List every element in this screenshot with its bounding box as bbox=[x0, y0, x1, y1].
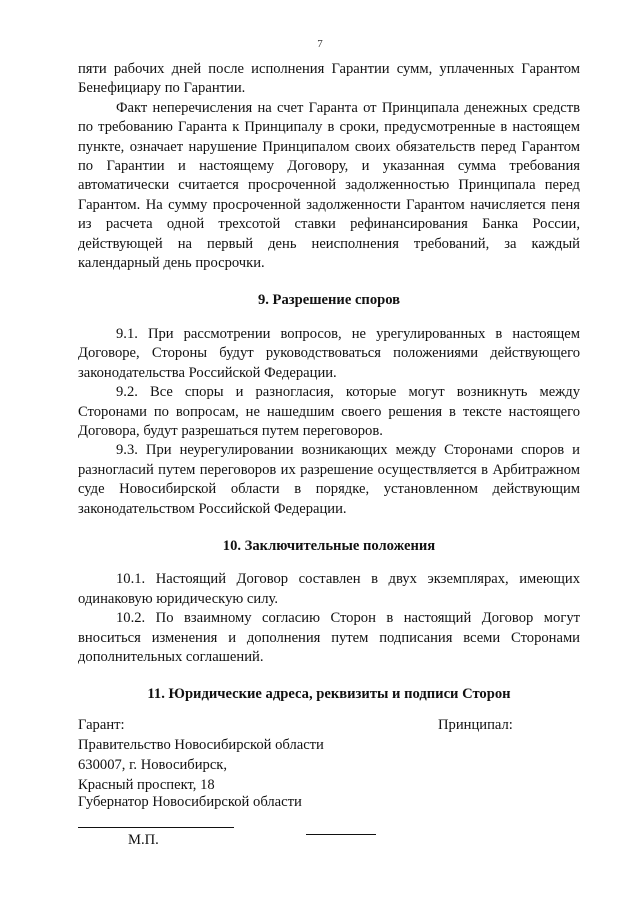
guarantor-address-line-2: Красный проспект, 18 bbox=[78, 776, 215, 793]
document-body bbox=[78, 60, 580, 885]
stamp-placeholder: М.П. bbox=[128, 831, 159, 848]
paragraph-9-2: 9.2. Все споры и разногласия, которые могут возникнуть между Сторонами по вопросам, не нашедшим своего решения в тексте настоящего Договора, будут разрешаться путем переговоров. bbox=[78, 384, 580, 439]
paragraph-10-1: 10.1. Настоящий Договор составлен в двух экземплярах, имеющих одинаковую юридическую силу. bbox=[78, 571, 580, 607]
parties-requisites bbox=[78, 715, 580, 885]
guarantor-block bbox=[78, 715, 398, 795]
section-9-title: 9. Разрешение споров bbox=[257, 292, 401, 309]
principal-label: Принципал: bbox=[438, 716, 513, 733]
end-of-document-line bbox=[306, 834, 376, 835]
guarantor-label: Гарант: bbox=[78, 716, 125, 733]
page-number: 7 bbox=[317, 38, 323, 50]
paragraph-8-tail-2: Факт неперечисления на счет Гаранта от Принципала денежных средств по требованию Гаранта к Принципалу в сроки, предусмотренные в настоящем пункте, означает нарушение Принципалом своих обязательств перед Гарантом по Гарантии и настоящему Договору, и указанная сумма требования автоматически считается просроченной задолженностью Принципала перед Гарантом. На сумму просроченной задолженности Гарантом начисляется пеня из расчета одной трехсотой ставки рефинансирования Банка России, действующей на первый день неисполнения требований, за каждый календарный день просрочки. bbox=[78, 99, 580, 272]
guarantor-address-line-1: 630007, г. Новосибирск, bbox=[78, 756, 228, 773]
paragraph-10-2: 10.2. По взаимному согласию Сторон в настоящий Договор могут вноситься изменения и дополнения путем подписания всеми Сторонами дополнительных соглашений. bbox=[78, 610, 580, 665]
section-10-title: 10. Заключительные положения bbox=[222, 537, 436, 554]
section-11-title: 11. Юридические адреса, реквизиты и подписи Сторон bbox=[147, 686, 511, 703]
signature-line bbox=[78, 827, 234, 828]
paragraph-8-tail-1: пяти рабочих дней после исполнения Гарантии сумм, уплаченных Гарантом Бенефициару по Гарантии. bbox=[78, 61, 580, 97]
paragraph-9-1: 9.1. При рассмотрении вопросов, не урегулированных в настоящем Договоре, Стороны будут руководствоваться положениями действующего законодательства Российской Федерации. bbox=[78, 325, 580, 381]
paragraph-9-3: 9.3. При неурегулировании возникающих между Сторонами споров и разногласий путем переговоров их разрешение осуществляется в Арбитражном суде Новосибирской области в порядке, установленном действующим законодательством Российской Федерации. bbox=[78, 442, 580, 517]
guarantor-signatory: Губернатор Новосибирской области bbox=[78, 793, 302, 810]
guarantor-name: Правительство Новосибирской области bbox=[78, 736, 324, 753]
